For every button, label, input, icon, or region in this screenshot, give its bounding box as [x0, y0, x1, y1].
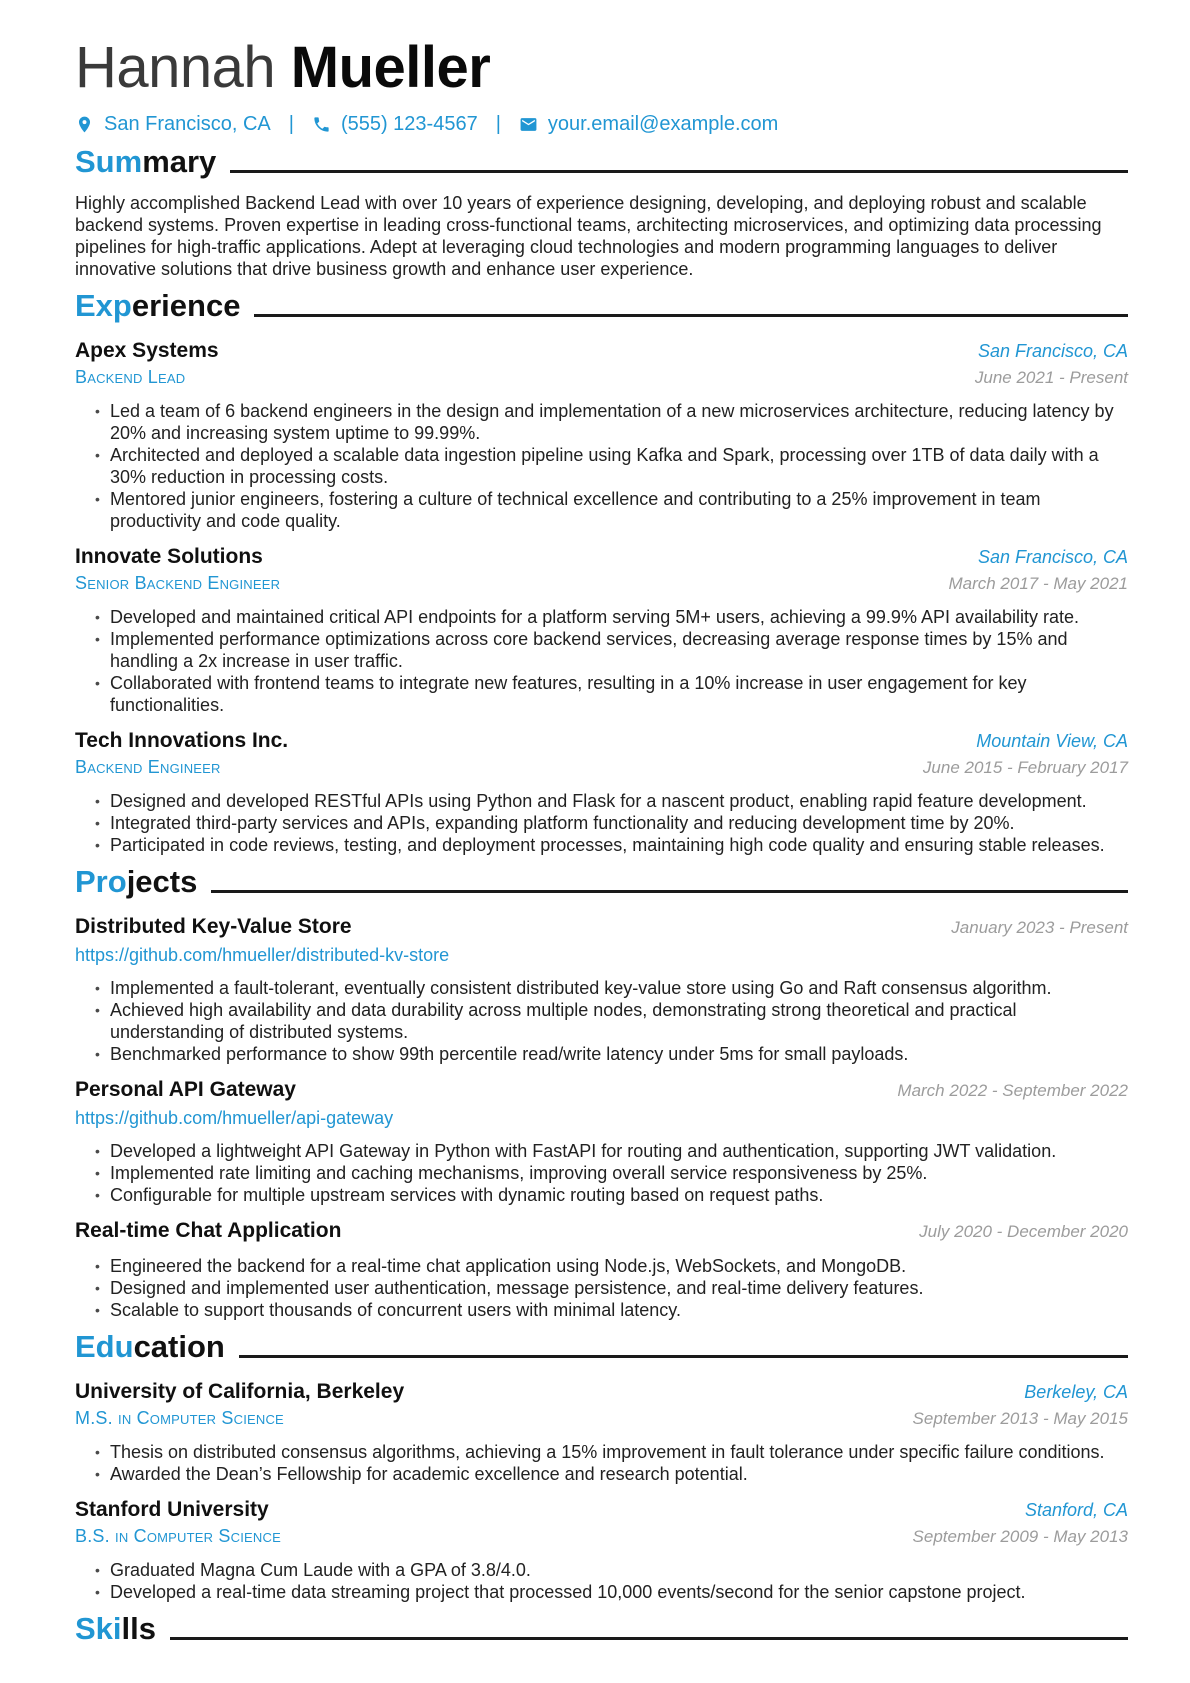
project-entry — [75, 1077, 1128, 1206]
bullet-item: • Implemented a fault-tolerant, eventually consistent distributed key-value store using Go and Raft consensus algorithm. — [110, 977, 1128, 999]
date-range: September 2013 - May 2015 — [912, 1408, 1128, 1428]
email-link[interactable]: your.email@example.com — [547, 112, 779, 135]
bullet-item: • Achieved high availability and data durability across multiple nodes, demonstrating strong theoretical and practical understanding of distributed systems. — [110, 999, 1128, 1043]
job-title: Backend Engineer — [75, 756, 221, 777]
bullet-item: • Developed and maintained critical API endpoints for a platform serving 5M+ users, achieving a 99.9% API availability rate. — [110, 606, 1128, 628]
bullet-item: • Awarded the Dean’s Fellowship for academic excellence and research potential. — [110, 1463, 1128, 1485]
degree: M.S. in Computer Science — [75, 1407, 284, 1428]
project-url-row — [75, 944, 1128, 966]
section-summary — [75, 142, 1128, 280]
section-skills — [75, 1609, 1128, 1649]
project-url-row — [75, 1107, 1128, 1129]
school-location: Berkeley, CA — [1024, 1381, 1128, 1402]
bullet-list — [75, 1559, 1128, 1603]
contact-separator: | — [288, 112, 294, 135]
entry-subtitle-row — [75, 366, 1128, 389]
section-projects — [75, 862, 1128, 1321]
heading-accent: Exp — [75, 287, 132, 323]
date-range: June 2021 - Present — [974, 367, 1128, 387]
entry-title-row — [75, 544, 1128, 570]
education-entry — [75, 1497, 1128, 1603]
heading-rest: erience — [131, 287, 241, 323]
school-name: University of California, Berkeley — [75, 1379, 405, 1403]
bullet-item: • Graduated Magna Cum Laude with a GPA of 3.8/4.0. — [110, 1559, 1128, 1581]
bullet-item: • Implemented rate limiting and caching mechanisms, improving overall service responsiveness by 25%. — [110, 1162, 1128, 1184]
bullet-list — [75, 1441, 1128, 1485]
heading-rest: jects — [126, 863, 198, 899]
project-entries — [75, 914, 1128, 1321]
education-entries — [75, 1379, 1128, 1603]
location-text: San Francisco, CA — [104, 112, 271, 135]
contact-email — [519, 113, 778, 136]
project-url-link[interactable]: https://github.com/hmueller/api-gateway — [75, 1107, 394, 1128]
contact-phone — [312, 113, 478, 136]
skills-heading — [75, 1609, 1128, 1649]
bullet-list — [75, 977, 1128, 1065]
heading-accent: Ski — [75, 1610, 122, 1646]
email-icon — [519, 115, 538, 134]
header — [75, 35, 1128, 136]
company-name: Tech Innovations Inc. — [75, 728, 289, 752]
company-location: San Francisco, CA — [977, 340, 1128, 361]
experience-entries — [75, 338, 1128, 856]
date-range: March 2017 - May 2021 — [948, 573, 1128, 593]
project-entry — [75, 1218, 1128, 1321]
bullet-item: • Thesis on distributed consensus algorithms, achieving a 15% improvement in fault tolerance under specific failure conditions. — [110, 1441, 1128, 1463]
contact-row — [75, 113, 1128, 136]
bullet-item: • Developed a lightweight API Gateway in Python with FastAPI for routing and authentication, supporting JWT validation. — [110, 1140, 1128, 1162]
entry-title-row — [75, 1218, 1128, 1244]
date-range: January 2023 - Present — [951, 917, 1128, 937]
date-range: June 2015 - February 2017 — [922, 757, 1128, 777]
heading-rule — [230, 170, 1128, 173]
entry-subtitle-row — [75, 1407, 1128, 1430]
job-title: Senior Backend Engineer — [75, 572, 281, 593]
company-location: San Francisco, CA — [977, 546, 1128, 567]
entry-title-row — [75, 914, 1128, 940]
bullet-list — [75, 400, 1128, 532]
bullet-item: • Collaborated with frontend teams to integrate new features, resulting in a 10% increase in user engagement for key functionalities. — [110, 672, 1128, 716]
heading-accent: Edu — [75, 1328, 134, 1364]
heading-accent: Sum — [75, 143, 143, 179]
experience-entry — [75, 338, 1128, 532]
entry-subtitle-row — [75, 756, 1128, 779]
entry-title-row — [75, 728, 1128, 754]
bullet-item: • Benchmarked performance to show 99th percentile read/write latency under 5ms for small payloads. — [110, 1043, 1128, 1065]
bullet-item: • Implemented performance optimizations across core backend services, decreasing average response times by 15% and handling a 2x increase in user traffic. — [110, 628, 1128, 672]
phone-icon — [312, 115, 331, 134]
project-url-link[interactable]: https://github.com/hmueller/distributed-kv-store — [75, 944, 450, 965]
entry-title-row — [75, 1379, 1128, 1405]
experience-entry — [75, 728, 1128, 856]
bullet-list — [75, 606, 1128, 716]
first-name: Hannah — [75, 35, 276, 100]
experience-heading — [75, 286, 1128, 326]
date-range: March 2022 - September 2022 — [897, 1080, 1128, 1100]
heading-rule — [170, 1637, 1128, 1640]
entry-title-row — [75, 338, 1128, 364]
bullet-list — [75, 790, 1128, 856]
bullet-item: • Architected and deployed a scalable data ingestion pipeline using Kafka and Spark, processing over 1TB of data daily with a 30% reduction in processing costs. — [110, 444, 1128, 488]
entry-title-row — [75, 1077, 1128, 1103]
bullet-item: • Participated in code reviews, testing, and deployment processes, maintaining high code quality and ensuring stable releases. — [110, 834, 1128, 856]
summary-text: Highly accomplished Backend Lead with over 10 years of experience designing, developing, and deploying robust and scalable backend systems. Proven expertise in leading cross-functional teams, architecting microservices, and optimizing data processing pipelines for high-traffic applications. Adept at leveraging cloud technologies and modern programming languages to deliver innovative solutions that drive business growth and enhance user experience. — [75, 192, 1102, 279]
contact-location — [75, 113, 271, 136]
education-entry — [75, 1379, 1128, 1485]
company-name: Innovate Solutions — [75, 544, 263, 568]
heading-rest: lls — [121, 1610, 156, 1646]
bullet-item: • Developed a real-time data streaming project that processed 10,000 events/second for the senior capstone project. — [110, 1581, 1128, 1603]
education-heading — [75, 1327, 1128, 1367]
phone-text: (555) 123-4567 — [340, 112, 478, 135]
heading-rule — [211, 890, 1128, 893]
company-name: Apex Systems — [75, 338, 219, 362]
section-education — [75, 1327, 1128, 1603]
projects-heading — [75, 862, 1128, 902]
heading-rule — [254, 314, 1128, 317]
heading-rest: cation — [133, 1328, 225, 1364]
experience-entry — [75, 544, 1128, 716]
last-name: Mueller — [290, 35, 491, 100]
candidate-name — [75, 35, 1128, 100]
heading-rule — [239, 1355, 1128, 1358]
project-name: Personal API Gateway — [75, 1077, 296, 1101]
bullet-item: • Mentored junior engineers, fostering a culture of technical excellence and contributing to a 25% improvement in team productivity and code quality. — [110, 488, 1128, 532]
job-title: Backend Lead — [75, 366, 186, 387]
section-experience — [75, 286, 1128, 856]
school-name: Stanford University — [75, 1497, 269, 1521]
project-name: Distributed Key-Value Store — [75, 914, 352, 938]
school-location: Stanford, CA — [1024, 1499, 1128, 1520]
location-pin-icon — [75, 115, 94, 134]
degree: B.S. in Computer Science — [75, 1525, 281, 1546]
summary-heading — [75, 142, 1128, 182]
entry-subtitle-row — [75, 1525, 1128, 1548]
company-location: Mountain View, CA — [976, 730, 1128, 751]
entry-subtitle-row — [75, 572, 1128, 595]
project-name: Real-time Chat Application — [75, 1218, 342, 1242]
date-range: September 2009 - May 2013 — [912, 1526, 1128, 1546]
bullet-item: • Designed and developed RESTful APIs using Python and Flask for a nascent product, enabling rapid feature development. — [110, 790, 1128, 812]
bullet-item: • Scalable to support thousands of concurrent users with minimal latency. — [110, 1299, 1128, 1321]
bullet-item: • Designed and implemented user authentication, message persistence, and real-time delivery features. — [110, 1277, 1128, 1299]
bullet-item: • Led a team of 6 backend engineers in the design and implementation of a new microservices architecture, reducing latency by 20% and increasing system uptime to 99.99%. — [110, 400, 1128, 444]
heading-rest: mary — [142, 143, 217, 179]
contact-separator: | — [495, 112, 501, 135]
bullet-item: • Configurable for multiple upstream services with dynamic routing based on request paths. — [110, 1184, 1128, 1206]
entry-title-row — [75, 1497, 1128, 1523]
heading-accent: Pro — [75, 863, 127, 899]
bullet-item: • Integrated third-party services and APIs, expanding platform functionality and reducing development time by 20%. — [110, 812, 1128, 834]
bullet-list — [75, 1140, 1128, 1206]
bullet-item: • Engineered the backend for a real-time chat application using Node.js, WebSockets, and MongoDB. — [110, 1255, 1128, 1277]
bullet-list — [75, 1255, 1128, 1321]
project-entry — [75, 914, 1128, 1065]
date-range: July 2020 - December 2020 — [919, 1221, 1128, 1241]
